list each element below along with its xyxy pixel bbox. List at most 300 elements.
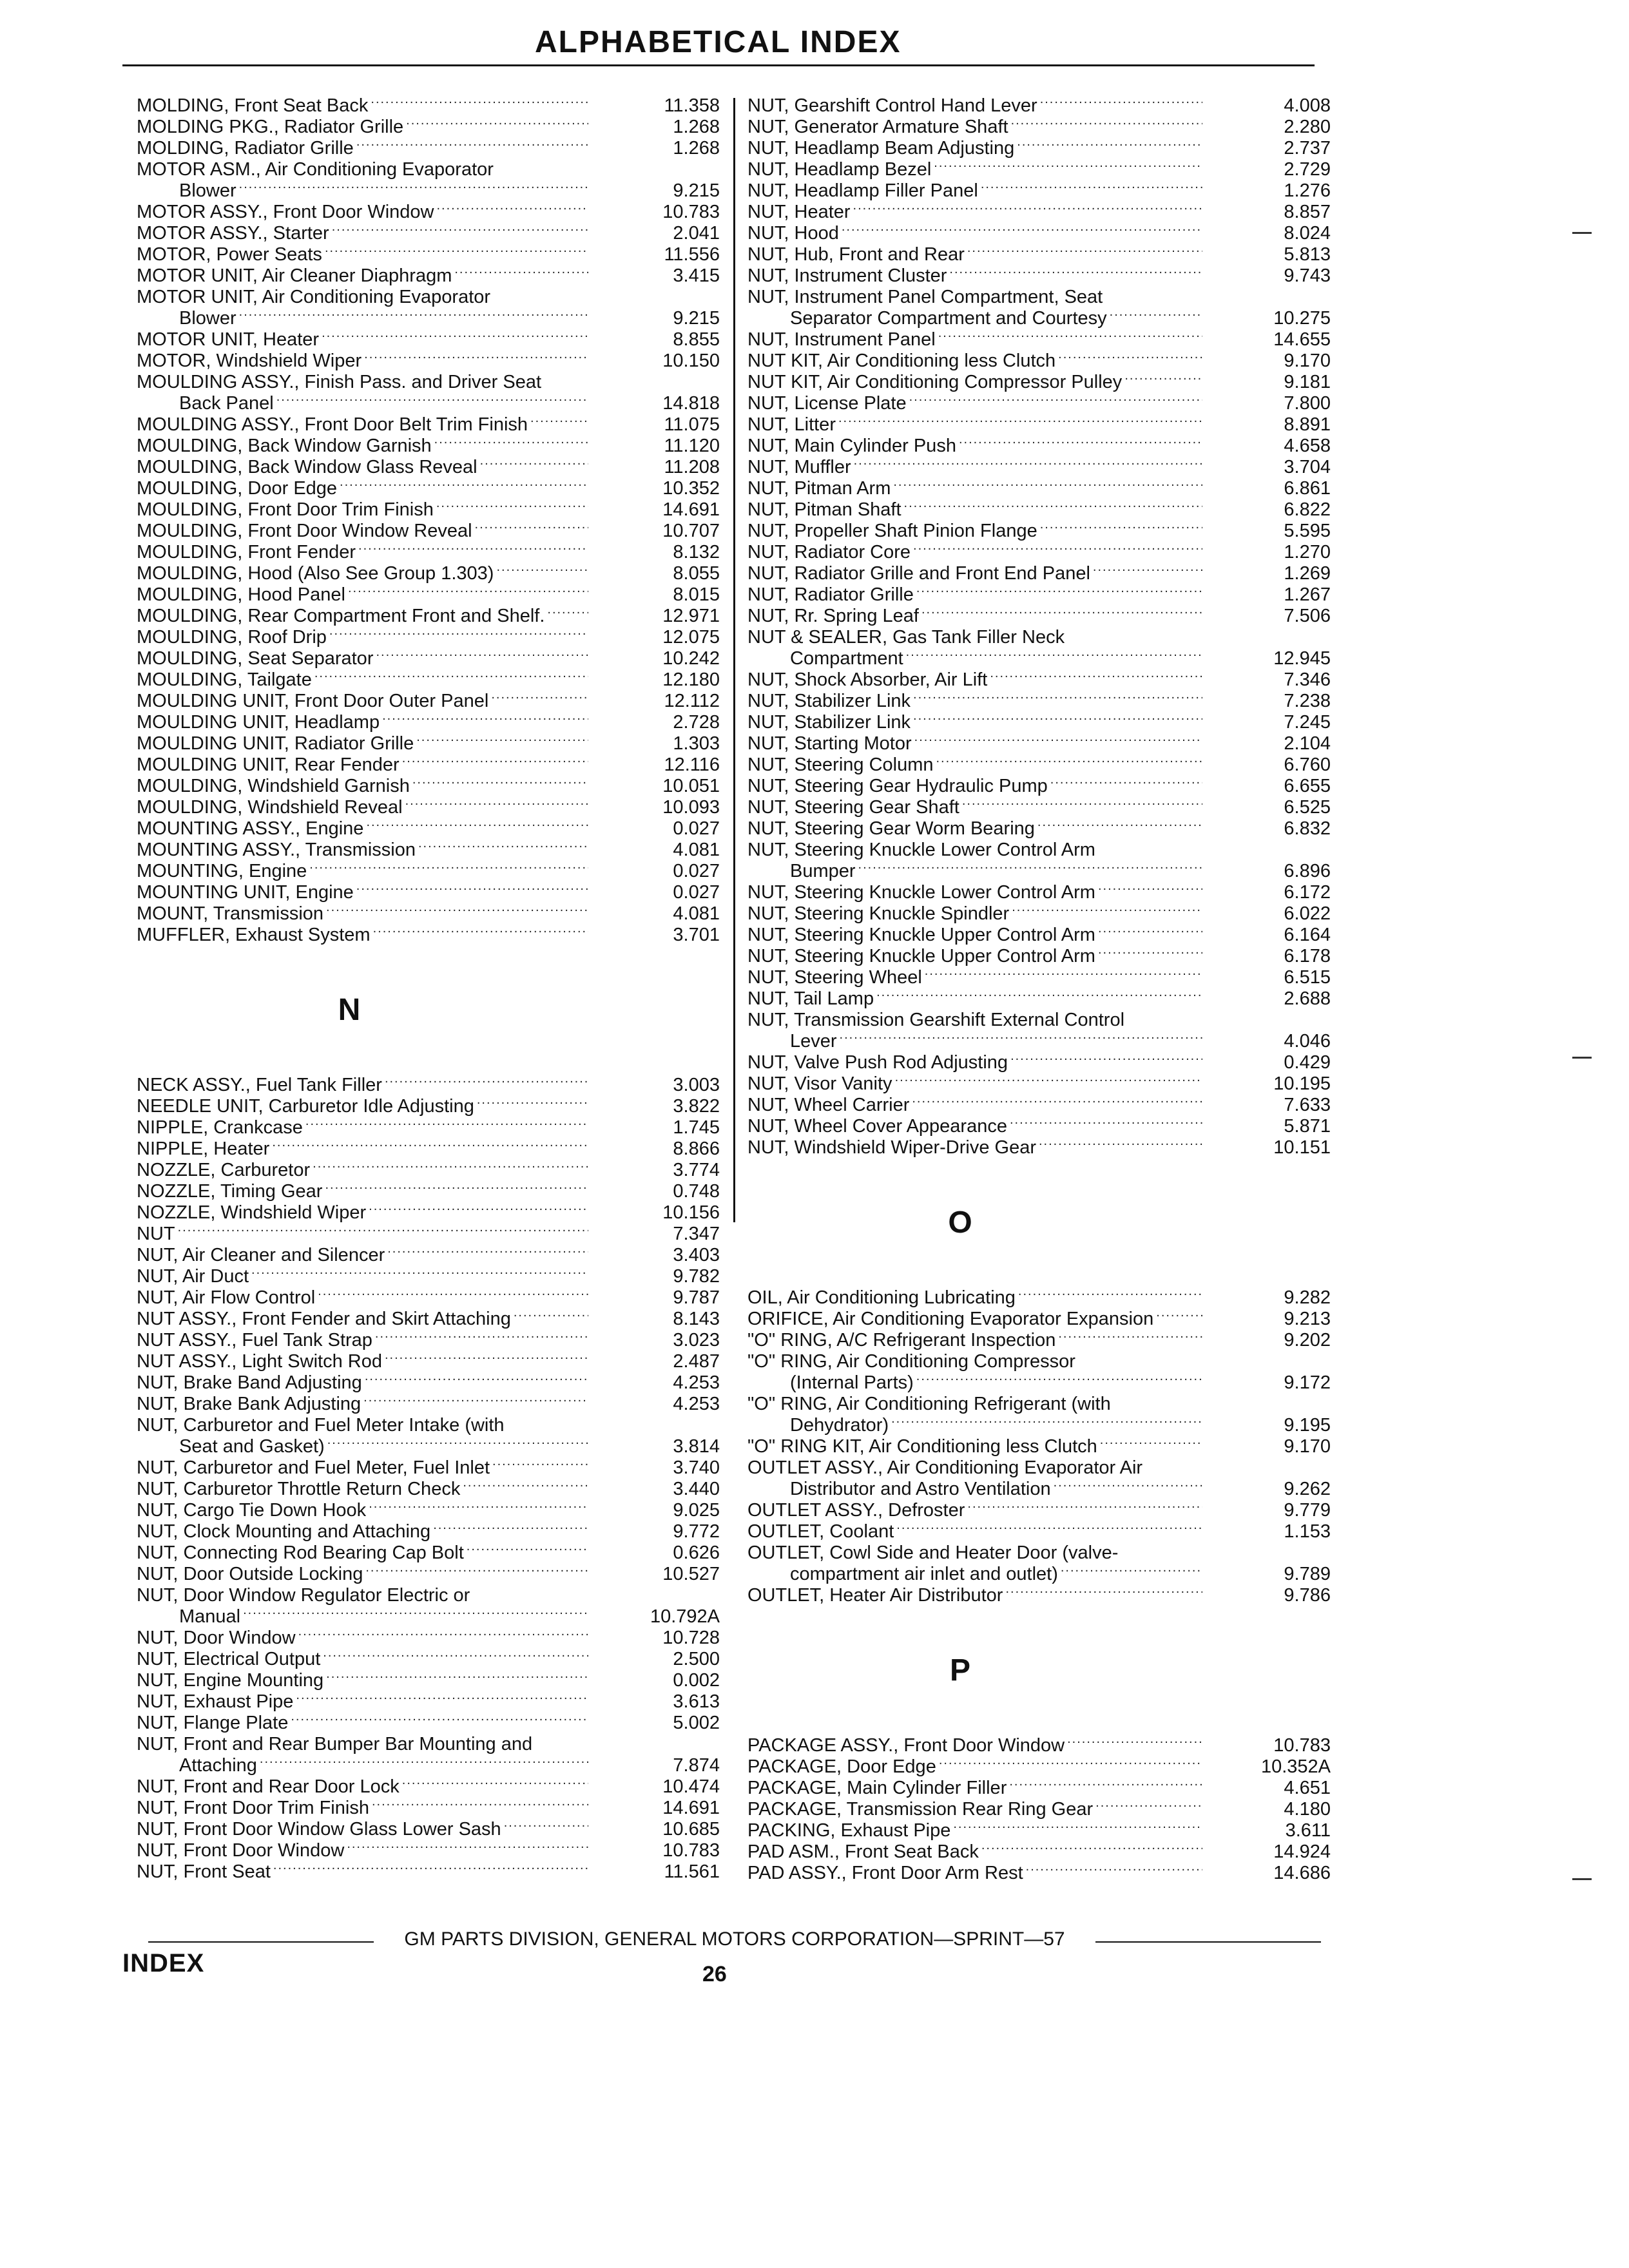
dot-leader (326, 1670, 588, 1678)
entry-text: NUT, Visor Vanity (747, 1073, 892, 1094)
index-entry (137, 1372, 720, 1394)
dot-leader (1050, 776, 1202, 783)
entry-page-ref: 2.729 (1284, 159, 1331, 180)
entry-page-ref: 10.728 (662, 1628, 720, 1648)
index-entry (137, 95, 720, 117)
index-entry (747, 606, 1331, 627)
entry-page-ref: 4.046 (1284, 1031, 1331, 1052)
entry-text: NUT, Connecting Rod Bearing Cap Bolt (137, 1542, 464, 1563)
column-divider (733, 98, 735, 1222)
entry-text: "O" RING KIT, Air Conditioning less Clutch (747, 1436, 1097, 1457)
index-entry (137, 627, 720, 648)
index-entry (137, 1713, 720, 1734)
entry-page-ref: 1.269 (1284, 563, 1331, 584)
dot-leader (939, 1756, 1202, 1764)
index-entry (747, 818, 1331, 840)
entry-text: NUT, Brake Band Adjusting (137, 1372, 362, 1393)
dot-leader (854, 457, 1202, 465)
dot-leader (365, 1564, 588, 1571)
footer-rule-right (1095, 1941, 1321, 1943)
index-entry (747, 1095, 1331, 1116)
entry-text: OIL, Air Conditioning Lubricating (747, 1287, 1016, 1308)
entry-text: NUT, Cargo Tie Down Hook (137, 1500, 367, 1521)
entry-text: NUT, Door Outside Locking (137, 1564, 363, 1584)
dot-leader (1095, 1799, 1202, 1807)
index-entry (137, 1585, 720, 1606)
entry-page-ref: 14.655 (1273, 329, 1331, 350)
entry-page-ref: 0.626 (673, 1542, 720, 1563)
entry-text: NUT, Steering Gear Worm Bearing (747, 818, 1035, 839)
entry-text: NUT, Gearshift Control Hand Lever (747, 95, 1037, 116)
entry-page-ref: 10.151 (1273, 1137, 1331, 1158)
entry-text: NUT, Front Door Trim Finish (137, 1798, 369, 1818)
entry-text: PACKAGE, Main Cylinder Filler (747, 1778, 1007, 1798)
entry-page-ref: 2.688 (1284, 988, 1331, 1009)
entry-text: MOULDING, Front Fender (137, 542, 356, 562)
entry-page-ref: 9.170 (1284, 351, 1331, 371)
entry-page-ref: 10.783 (1273, 1735, 1331, 1756)
index-entry (137, 1330, 720, 1351)
dot-leader (962, 797, 1202, 805)
edge-mark (1572, 1057, 1592, 1059)
entry-page-ref: 2.500 (673, 1649, 720, 1669)
dot-leader (296, 1691, 588, 1699)
dot-leader (405, 797, 588, 805)
dot-leader (418, 840, 588, 847)
index-entry (137, 712, 720, 733)
entry-text: OUTLET ASSY., Air Conditioning Evaporator Air (747, 1457, 1143, 1478)
section-letter: P (949, 1653, 970, 1687)
entry-page-ref: 6.525 (1284, 797, 1331, 818)
entry-text: NUT, Radiator Core (747, 542, 911, 562)
entry-page-ref: 9.262 (1284, 1479, 1331, 1499)
index-entry (137, 1415, 720, 1436)
index-entry (137, 648, 720, 669)
entry-page-ref: 1.270 (1284, 542, 1331, 562)
entry-text: PAD ASM., Front Seat Back (747, 1841, 979, 1862)
entry-text: NUT ASSY., Front Fender and Skirt Attaching (137, 1309, 511, 1329)
entry-text: NUT (137, 1224, 175, 1244)
dot-leader (369, 1500, 588, 1508)
entry-text: MOULDING, Seat Separator (137, 648, 374, 669)
index-entry (747, 1521, 1331, 1542)
index-entry (747, 1137, 1331, 1158)
dot-leader (1098, 925, 1202, 932)
entry-text: NUT KIT, Air Conditioning less Clutch (747, 351, 1056, 371)
index-entry (747, 1756, 1331, 1778)
entry-text: compartment air inlet and outlet) (790, 1564, 1058, 1584)
entry-page-ref: 9.786 (1284, 1585, 1331, 1606)
entry-page-ref: 2.737 (1284, 138, 1331, 159)
entry-text: NUT, Steering Gear Hydraulic Pump (747, 776, 1048, 796)
index-entry (137, 1224, 720, 1245)
entry-text: NUT, Steering Knuckle Spindler (747, 903, 1010, 924)
entry-page-ref: 12.112 (664, 691, 720, 711)
dot-leader (1037, 818, 1202, 826)
index-entry (747, 1415, 1331, 1436)
entry-text: MOUNTING, Engine (137, 861, 307, 881)
dot-leader (1054, 1479, 1202, 1486)
index-entry (137, 1202, 720, 1224)
entry-page-ref: 4.180 (1284, 1799, 1331, 1820)
dot-leader (477, 1096, 588, 1104)
dot-leader (953, 1820, 1202, 1828)
entry-page-ref: 10.783 (662, 202, 720, 222)
dot-leader (912, 1095, 1202, 1102)
dot-leader (436, 499, 588, 507)
entry-page-ref: 9.787 (673, 1287, 720, 1308)
entry-text: OUTLET ASSY., Defroster (747, 1500, 965, 1521)
index-entry (747, 797, 1331, 818)
entry-text: MOULDING, Windshield Garnish (137, 776, 410, 796)
index-entry (137, 414, 720, 436)
entry-page-ref: 14.691 (662, 1798, 720, 1818)
dot-leader (891, 1415, 1202, 1423)
index-entry (747, 1778, 1331, 1799)
entry-page-ref: 9.779 (1284, 1500, 1331, 1521)
index-entry (747, 648, 1331, 669)
entry-text: NEEDLE UNIT, Carburetor Idle Adjusting (137, 1096, 474, 1117)
entry-page-ref: 10.474 (662, 1776, 720, 1797)
entry-text: MOULDING UNIT, Radiator Grille (137, 733, 414, 754)
index-entry (137, 776, 720, 797)
index-entry (747, 1841, 1331, 1863)
entry-page-ref: 1.276 (1284, 180, 1331, 201)
entry-page-ref: 3.613 (673, 1691, 720, 1712)
index-entry (747, 1799, 1331, 1820)
entry-text: NOZZLE, Timing Gear (137, 1181, 323, 1202)
dot-leader (340, 478, 588, 486)
dot-leader (936, 754, 1203, 762)
dot-leader (913, 691, 1202, 698)
dot-leader (981, 1841, 1202, 1849)
entry-text: MOLDING PKG., Radiator Grille (137, 117, 404, 137)
entry-page-ref: 9.215 (673, 180, 720, 201)
dot-leader (433, 1521, 588, 1529)
index-entry (137, 457, 720, 478)
dot-leader (348, 584, 588, 592)
entry-text: MOUNTING ASSY., Transmission (137, 840, 416, 860)
dot-leader (327, 1436, 588, 1444)
index-entry (747, 308, 1331, 329)
index-entry (747, 627, 1331, 648)
entry-page-ref: 10.150 (662, 351, 720, 371)
entry-page-ref: 8.855 (673, 329, 720, 350)
dot-leader (454, 265, 588, 273)
entry-text: PACKING, Exhaust Pipe (747, 1820, 951, 1841)
entry-text: MOULDING, Back Window Glass Reveal (137, 457, 477, 477)
entry-page-ref: 0.027 (673, 861, 720, 881)
entry-page-ref: 6.832 (1284, 818, 1331, 839)
entry-page-ref: 8.857 (1284, 202, 1331, 222)
entry-text: NUT, Transmission Gearshift External Control (747, 1010, 1125, 1030)
dot-leader (1011, 117, 1202, 124)
entry-text: NUT, Electrical Output (137, 1649, 321, 1669)
entry-text: NUT, Engine Mounting (137, 1670, 324, 1691)
entry-page-ref: 10.195 (1273, 1073, 1331, 1094)
dot-leader (1067, 1735, 1202, 1743)
entry-page-ref: 7.346 (1284, 669, 1331, 690)
entry-page-ref: 11.556 (664, 244, 720, 265)
dot-leader (323, 1649, 588, 1657)
dot-leader (1040, 521, 1202, 528)
page-number: 26 (702, 1962, 727, 1986)
entry-text: NUT ASSY., Fuel Tank Strap (137, 1330, 372, 1350)
index-entry (137, 1755, 720, 1776)
dot-leader (402, 754, 588, 762)
entry-page-ref: 0.429 (1284, 1052, 1331, 1073)
entry-text: NUT, Instrument Cluster (747, 265, 947, 286)
index-entry (137, 1798, 720, 1819)
index-entry (137, 840, 720, 861)
index-entry (137, 1117, 720, 1139)
dot-leader (842, 223, 1202, 231)
entry-page-ref: 11.120 (664, 436, 720, 456)
dot-leader (1098, 946, 1202, 954)
index-entry (137, 223, 720, 244)
entry-text: NUT, Wheel Carrier (747, 1095, 910, 1115)
index-entry (137, 882, 720, 903)
dot-leader (990, 669, 1202, 677)
entry-text: MOULDING, Roof Drip (137, 627, 327, 648)
entry-page-ref: 1.268 (673, 117, 720, 137)
index-entry (137, 669, 720, 691)
index-entry (137, 1691, 720, 1713)
entry-text: NUT, Stabilizer Link (747, 712, 911, 733)
entry-text: Separator Compartment and Courtesy (790, 308, 1107, 329)
index-entry (747, 1394, 1331, 1415)
index-entry (137, 1628, 720, 1649)
index-entry (747, 988, 1331, 1010)
footer-publisher: GM PARTS DIVISION, GENERAL MOTORS CORPORATION—SPRINT—57 (404, 1928, 1065, 1950)
dot-leader (412, 776, 588, 783)
entry-text: OUTLET, Cowl Side and Heater Door (valve- (747, 1542, 1119, 1563)
entry-text: "O" RING, Air Conditioning Compressor (747, 1351, 1075, 1372)
index-entry (137, 903, 720, 925)
dot-leader (913, 712, 1202, 720)
entry-text: NUT, Pitman Shaft (747, 499, 901, 520)
entry-text: NUT, Tail Lamp (747, 988, 874, 1009)
dot-leader (1058, 1330, 1202, 1338)
index-entry (137, 1351, 720, 1372)
entry-text: MOUNTING ASSY., Engine (137, 818, 364, 839)
entry-page-ref: 2.104 (1284, 733, 1331, 754)
dot-leader (1156, 1309, 1202, 1316)
index-entry (137, 393, 720, 414)
entry-page-ref: 7.506 (1284, 606, 1331, 626)
entry-page-ref: 7.238 (1284, 691, 1331, 711)
index-entry (137, 308, 720, 329)
entry-text: NOZZLE, Carburetor (137, 1160, 311, 1180)
index-entry (137, 478, 720, 499)
entry-page-ref: 3.774 (673, 1160, 720, 1180)
entry-page-ref: 2.041 (673, 223, 720, 244)
index-entry (747, 1372, 1331, 1394)
dot-leader (358, 542, 588, 550)
entry-text: MOTOR, Power Seats (137, 244, 322, 265)
index-entry (747, 669, 1331, 691)
index-entry (137, 1670, 720, 1691)
index-entry (137, 1266, 720, 1287)
entry-page-ref: 5.595 (1284, 521, 1331, 541)
index-entry (137, 925, 720, 946)
index-entry (747, 733, 1331, 754)
dot-leader (504, 1819, 588, 1827)
edge-mark (1572, 1878, 1592, 1880)
entry-text: NUT, Front and Rear Bumper Bar Mounting and (137, 1734, 533, 1754)
dot-leader (896, 1521, 1202, 1529)
dot-leader (369, 1202, 588, 1210)
entry-page-ref: 6.164 (1284, 925, 1331, 945)
index-entry (747, 754, 1331, 776)
index-entry (747, 180, 1331, 202)
entry-text: NUT, Front and Rear Door Lock (137, 1776, 400, 1797)
index-entry (747, 478, 1331, 499)
index-entry (137, 542, 720, 563)
entry-text: PACKAGE, Door Edge (747, 1756, 936, 1777)
dot-leader (909, 393, 1202, 401)
entry-page-ref: 1.267 (1284, 584, 1331, 605)
entry-text: NIPPLE, Heater (137, 1139, 270, 1159)
entry-text: NUT, License Plate (747, 393, 907, 414)
index-entry (137, 1309, 720, 1330)
entry-page-ref: 8.024 (1284, 223, 1331, 244)
dot-leader (273, 1861, 588, 1869)
entry-text: NECK ASSY., Fuel Tank Filler (137, 1075, 382, 1095)
entry-page-ref: 11.208 (664, 457, 720, 477)
dot-leader (309, 861, 588, 869)
entry-page-ref: 10.275 (1273, 308, 1331, 329)
index-entry (137, 1436, 720, 1457)
footer-section-label: INDEX (122, 1949, 205, 1977)
dot-leader (916, 1372, 1202, 1380)
entry-page-ref: 4.008 (1284, 95, 1331, 116)
entry-text: Seat and Gasket) (179, 1436, 325, 1457)
dot-leader (1040, 95, 1202, 103)
dot-leader (332, 223, 588, 231)
dot-leader (371, 95, 588, 103)
index-entry (137, 1542, 720, 1564)
entry-text: ORIFICE, Air Conditioning Evaporator Expansion (747, 1309, 1154, 1329)
dot-leader (1093, 563, 1202, 571)
entry-text: NUT, Instrument Panel Compartment, Seat (747, 287, 1103, 307)
dot-leader (906, 648, 1202, 656)
entry-text: NUT, Carburetor and Fuel Meter Intake (with (137, 1415, 505, 1436)
entry-text: NUT, Flange Plate (137, 1713, 289, 1733)
index-entry (747, 861, 1331, 882)
dot-leader (530, 414, 588, 422)
index-entry (137, 606, 720, 627)
index-entry (747, 776, 1331, 797)
index-entry (137, 1734, 720, 1755)
entry-page-ref: 7.874 (673, 1755, 720, 1776)
entry-text: MOULDING, Rear Compartment Front and Shelf. (137, 606, 545, 626)
index-entry (137, 1394, 720, 1415)
index-entry (137, 1840, 720, 1861)
entry-text: NUT, Hub, Front and Rear (747, 244, 965, 265)
index-entry (747, 1116, 1331, 1137)
entry-text: MOULDING, Tailgate (137, 669, 312, 690)
entry-page-ref: 14.686 (1273, 1863, 1331, 1883)
dot-leader (298, 1628, 588, 1635)
index-column-left (137, 95, 720, 1883)
dot-leader (967, 244, 1202, 252)
entry-text: NUT, Heater (747, 202, 851, 222)
entry-text: MOTOR UNIT, Air Conditioning Evaporator (137, 287, 491, 307)
index-entry (747, 925, 1331, 946)
entry-page-ref: 7.245 (1284, 712, 1331, 733)
entry-text: NUT, Muffler (747, 457, 851, 477)
dot-leader (356, 882, 588, 890)
entry-text: NUT, Hood (747, 223, 839, 244)
entry-page-ref: 8.143 (673, 1309, 720, 1329)
index-entry (747, 882, 1331, 903)
entry-text: MOTOR ASM., Air Conditioning Evaporator (137, 159, 494, 180)
entry-page-ref: 4.081 (673, 840, 720, 860)
dot-leader (326, 903, 588, 911)
entry-page-ref: 10.093 (662, 797, 720, 818)
dot-leader (272, 1139, 588, 1146)
entry-text: NUT, Shock Absorber, Air Lift (747, 669, 988, 690)
dot-leader (463, 1479, 588, 1486)
entry-page-ref: 9.025 (673, 1500, 720, 1521)
entry-page-ref: 12.971 (662, 606, 720, 626)
dot-leader (364, 351, 588, 358)
entry-page-ref: 4.253 (673, 1394, 720, 1414)
index-entry (747, 1436, 1331, 1457)
dot-leader (1010, 1116, 1202, 1124)
entry-page-ref: 12.116 (664, 754, 720, 775)
entry-text: Compartment (790, 648, 903, 669)
index-entry (747, 95, 1331, 117)
index-entry (747, 584, 1331, 606)
dot-leader (858, 861, 1202, 869)
dot-leader (913, 542, 1202, 550)
entry-page-ref: 10.792A (650, 1606, 720, 1627)
entry-page-ref: 9.202 (1284, 1330, 1331, 1350)
index-entry (137, 1564, 720, 1585)
entry-text: MOULDING ASSY., Finish Pass. and Driver Seat (137, 372, 542, 392)
dot-leader (434, 436, 588, 443)
entry-text: NUT, Pitman Arm (747, 478, 891, 499)
dot-leader (375, 1330, 588, 1338)
index-entry (747, 563, 1331, 584)
entry-page-ref: 0.748 (673, 1181, 720, 1202)
dot-leader (904, 499, 1202, 507)
entry-text: NUT, Rr. Spring Leaf (747, 606, 919, 626)
entry-page-ref: 9.213 (1284, 1309, 1331, 1329)
dot-leader (318, 1287, 588, 1295)
entry-text: OUTLET, Heater Air Distributor (747, 1585, 1003, 1606)
index-entry (747, 117, 1331, 138)
index-entry (137, 1606, 720, 1628)
entry-text: MOULDING UNIT, Front Door Outer Panel (137, 691, 489, 711)
entry-text: PACKAGE ASSY., Front Door Window (747, 1735, 1065, 1756)
index-entry (137, 1181, 720, 1202)
entry-page-ref: 9.172 (1284, 1372, 1331, 1393)
entry-page-ref: 10.352 (662, 478, 720, 499)
index-entry (747, 159, 1331, 180)
entry-page-ref: 10.352A (1260, 1756, 1331, 1777)
entry-text: NUT, Air Duct (137, 1266, 249, 1287)
entry-page-ref: 9.772 (673, 1521, 720, 1542)
entry-text: "O" RING, A/C Refrigerant Inspection (747, 1330, 1056, 1350)
dot-leader (1098, 882, 1202, 890)
entry-text: Bumper (790, 861, 856, 881)
entry-page-ref: 1.745 (673, 1117, 720, 1138)
index-entry (747, 1820, 1331, 1841)
dot-leader (382, 712, 588, 720)
